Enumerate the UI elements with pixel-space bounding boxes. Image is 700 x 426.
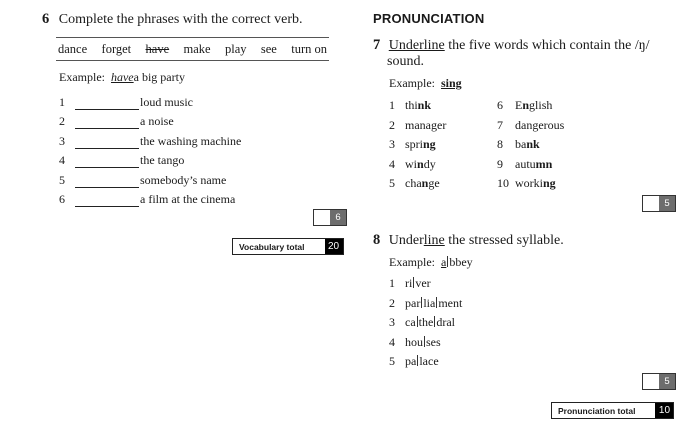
word-part: E	[515, 98, 523, 112]
exercise-6-title: Complete the phrases with the correct verb.	[58, 12, 303, 27]
example-label: Example:	[389, 76, 435, 90]
example-label: Example:	[59, 70, 105, 84]
word-number: 8	[497, 137, 503, 151]
item-number: 3	[59, 133, 65, 148]
exercise-7-word[interactable]	[389, 98, 446, 118]
exercise-7-heading	[373, 37, 650, 70]
score-input-area[interactable]	[643, 196, 659, 211]
exercise-7-number: 7	[373, 37, 381, 53]
pronunciation-heading: PRONUNCIATION	[373, 11, 485, 26]
word-box-item: make	[183, 41, 211, 56]
item-phrase: the washing machine	[140, 133, 242, 148]
example-word: sing	[440, 76, 462, 90]
word-part: glish	[529, 98, 553, 112]
item-number: 6	[59, 192, 65, 206]
item-phrase: a noise	[140, 114, 174, 128]
exercise-7-title-rest: the five words which contain the /ŋ/	[444, 38, 650, 53]
word-part: thi	[405, 98, 418, 112]
exercise-7-word[interactable]	[497, 176, 564, 196]
word-part-bold: mn	[535, 156, 553, 171]
word-text	[515, 176, 556, 190]
word-part-bold: n	[522, 98, 530, 112]
word-part: autu	[515, 156, 536, 171]
item-number: 2	[59, 114, 65, 128]
score-input-area[interactable]	[314, 210, 330, 225]
answer-blank[interactable]	[75, 155, 139, 168]
exercise-7-word[interactable]	[497, 157, 564, 177]
word-box-item: dance	[58, 41, 88, 56]
exercise-7-word[interactable]	[389, 157, 446, 177]
word-part: worki	[515, 176, 543, 190]
exercise-8-title-pre: Under	[388, 233, 424, 248]
word-part-bold: nk	[417, 98, 432, 112]
word-part: wi	[405, 156, 417, 171]
item-phrase: the tango	[140, 153, 185, 167]
word-box-item: forget	[101, 41, 132, 56]
pronunciation-total-label: Pronunciation total	[558, 405, 636, 416]
item-number: 2	[389, 295, 395, 310]
syllable[interactable]: ver	[415, 276, 431, 290]
syllable[interactable]: lace	[419, 354, 439, 368]
word-part: dy	[423, 156, 436, 171]
exercise-6-item	[59, 168, 241, 188]
word-number: 2	[389, 117, 395, 132]
item-phrase: a film at the cinema	[140, 192, 236, 206]
syllable-divider	[424, 336, 425, 347]
exercise-7-word[interactable]	[389, 176, 446, 196]
word-box-item: turn on	[291, 41, 327, 56]
exercise-7-word[interactable]	[389, 137, 446, 157]
word-number: 4	[389, 156, 395, 171]
item-phrase: loud music	[140, 94, 193, 109]
exercise-7-max-score: 5	[659, 196, 675, 211]
syllable[interactable]: a	[440, 255, 447, 269]
syllable[interactable]: par	[405, 295, 421, 310]
exercise-6-item	[59, 90, 241, 110]
syllable[interactable]: ment	[438, 295, 463, 310]
pronunciation-total-value: 10	[655, 403, 673, 418]
vocabulary-total-value: 20	[325, 239, 343, 254]
exercise-7-title-underlined: Underline	[388, 38, 445, 53]
syllable-divider	[417, 316, 418, 327]
example-answer: have	[110, 70, 134, 84]
answer-blank[interactable]	[75, 116, 139, 129]
exercise-7-word[interactable]	[497, 98, 564, 118]
item-phrase: somebody’s name	[140, 172, 227, 187]
word-number: 6	[497, 98, 503, 112]
word-text	[405, 157, 436, 171]
word-number: 7	[497, 117, 503, 132]
exercise-6-heading	[42, 11, 303, 28]
exercise-8-max-score: 5	[659, 374, 675, 389]
word-number: 10	[497, 176, 509, 190]
word-part: spri	[405, 137, 423, 151]
item-number: 5	[59, 172, 65, 187]
syllable-word	[405, 296, 462, 310]
exercise-8-number: 8	[373, 232, 381, 248]
syllable-word	[405, 354, 439, 368]
exercise-6-item	[59, 149, 241, 169]
syllable[interactable]: the	[418, 315, 434, 329]
exercise-8-example	[389, 255, 473, 270]
exercise-7-title-line2: sound.	[387, 54, 424, 69]
word-text	[405, 176, 440, 190]
exercise-6-max-score: 6	[330, 210, 346, 225]
answer-blank[interactable]	[75, 136, 139, 149]
syllable-word	[405, 315, 455, 329]
example-word	[441, 255, 473, 269]
word-part: cha	[405, 176, 422, 190]
syllable[interactable]: hou	[405, 334, 423, 349]
word-number: 5	[389, 176, 395, 190]
example-rest: a big party	[133, 70, 185, 84]
exercise-8-item	[389, 276, 462, 296]
exercise-7-word[interactable]	[497, 118, 564, 138]
word-part: ba	[515, 137, 527, 151]
word-number: 1	[389, 98, 395, 112]
item-number: 4	[59, 153, 65, 167]
exercise-6-item	[59, 110, 241, 130]
vocabulary-total-box	[232, 238, 344, 255]
exercise-7-left-column	[389, 98, 446, 196]
vocabulary-total-input[interactable]	[311, 239, 325, 254]
exercise-6-item	[59, 188, 241, 208]
exercise-7-example	[389, 76, 462, 91]
word-box-item: see	[260, 41, 277, 56]
word-part: dangerous	[515, 117, 565, 132]
exercise-6-item	[59, 129, 241, 149]
exercise-6-example	[59, 70, 185, 85]
syllable[interactable]: bbey	[449, 255, 473, 269]
word-text	[515, 157, 552, 171]
exercise-7-score-box	[642, 195, 676, 212]
exercise-8-item	[389, 354, 462, 374]
word-text	[405, 118, 446, 132]
syllable[interactable]: lia	[423, 295, 436, 310]
exercise-8-title-rest: the stressed syllable.	[444, 233, 564, 248]
exercise-8-item	[389, 315, 462, 335]
word-part-bold: n	[421, 176, 429, 190]
word-text	[515, 118, 564, 132]
word-part: manager	[405, 117, 447, 132]
syllable[interactable]: ri	[405, 276, 413, 290]
exercise-6-items	[59, 90, 241, 207]
syllable[interactable]: ses	[426, 334, 441, 349]
item-number: 3	[389, 315, 395, 329]
exercise-6-number: 6	[42, 11, 50, 27]
pronunciation-total-input[interactable]	[641, 403, 655, 418]
exercise-8-title-underlined: line	[423, 233, 445, 248]
word-part-bold: n	[417, 156, 424, 171]
item-number: 4	[389, 334, 395, 349]
item-number: 1	[389, 276, 395, 290]
word-box-item: play	[224, 41, 247, 56]
syllable[interactable]: ca	[405, 315, 416, 329]
exercise-7-word[interactable]	[497, 137, 564, 157]
exercise-8-heading	[373, 232, 564, 249]
exercise-6-score-box	[313, 209, 347, 226]
word-text	[405, 98, 431, 112]
vocabulary-total-label: Vocabulary total	[239, 241, 305, 252]
word-part-bold: ng	[423, 137, 436, 151]
answer-blank[interactable]	[75, 194, 139, 207]
word-box-item: have	[145, 41, 170, 56]
exercise-8-score-box	[642, 373, 676, 390]
exercise-8-item	[389, 335, 462, 355]
word-part: ge	[428, 176, 440, 190]
syllable[interactable]: pa	[405, 354, 417, 368]
word-part-bold: nk	[526, 137, 540, 151]
word-number: 3	[389, 137, 395, 151]
syllable-word	[405, 276, 431, 290]
example-label: Example:	[389, 255, 435, 269]
pronunciation-total-box	[551, 402, 674, 419]
item-number: 1	[59, 94, 65, 109]
exercise-8-items	[389, 276, 462, 374]
syllable-word	[405, 335, 441, 349]
word-number: 9	[497, 156, 503, 171]
exercise-8-item	[389, 296, 462, 316]
answer-blank[interactable]	[75, 175, 139, 188]
word-text	[515, 137, 540, 151]
word-part-bold: ng	[543, 176, 556, 190]
word-text	[405, 137, 436, 151]
score-input-area[interactable]	[643, 374, 659, 389]
exercise-7-right-column	[497, 98, 564, 196]
word-text	[515, 98, 552, 112]
syllable[interactable]: dral	[436, 315, 455, 329]
item-number: 5	[389, 354, 395, 368]
word-box	[56, 37, 329, 61]
exercise-7-word[interactable]	[389, 118, 446, 138]
answer-blank[interactable]	[75, 97, 139, 110]
